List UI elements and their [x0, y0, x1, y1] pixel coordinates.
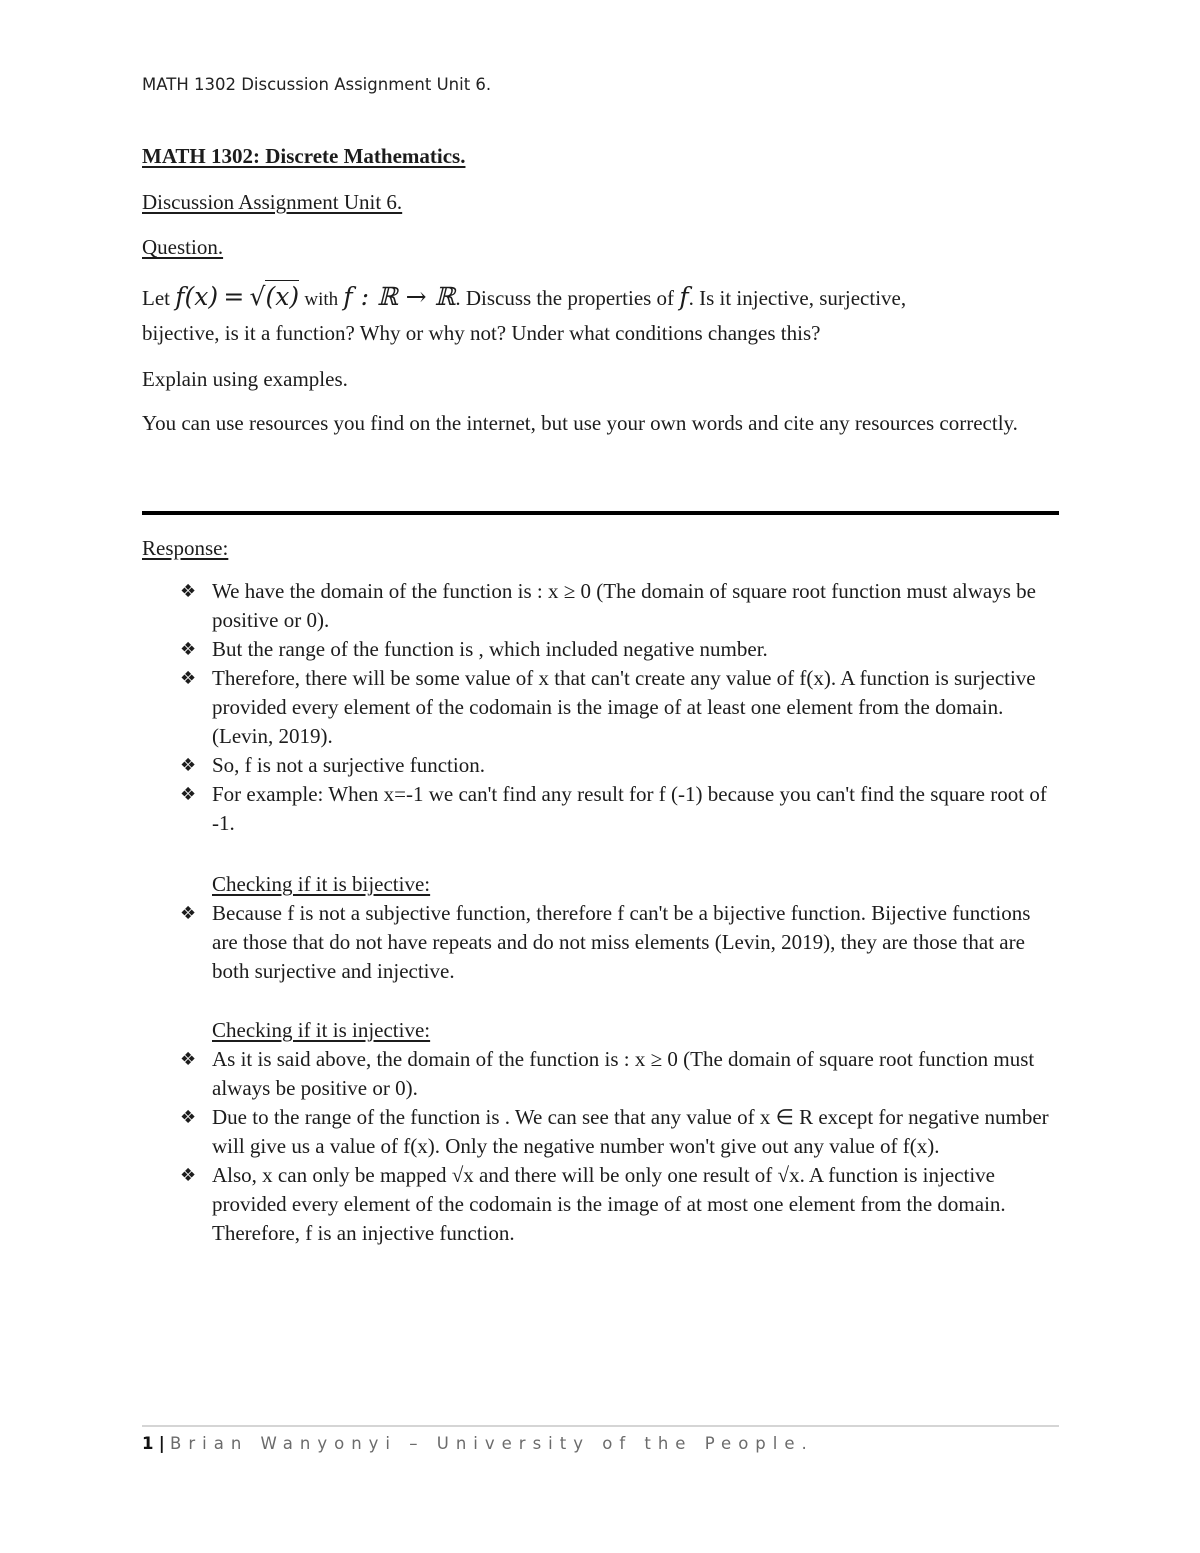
- explain-instruction: Explain using examples.: [142, 367, 348, 391]
- list-item: ❖ Also, x can only be mapped √x and there will be only one result of √x. A function is injective provided every element of the codomain is the image of at most one element from the domain. Therefore, f is an injective function.: [180, 1163, 1006, 1245]
- diamond-bullet-icon: ❖: [180, 639, 197, 660]
- bijective-heading: Checking if it is bijective:: [212, 872, 431, 896]
- list-item: ❖ Therefore, there will be some value of x that can't create any value of f(x). A function is surjective provided every element of the codomain is the image of at least one element from the domain. (Levin, 2019).: [180, 666, 1036, 748]
- response-list-c: [180, 1045, 1060, 1248]
- page-number: 1: [142, 1434, 154, 1453]
- list-item: ❖ As it is said above, the domain of the function is : x ≥ 0 (The domain of square root function must always be positive or 0).: [180, 1047, 1035, 1100]
- diamond-bullet-icon: ❖: [180, 1049, 197, 1070]
- document-subtitle: Discussion Assignment Unit 6.: [142, 190, 403, 214]
- question-with: with: [304, 289, 339, 310]
- section-divider: [142, 511, 1059, 515]
- diamond-bullet-icon: ❖: [180, 755, 197, 776]
- diamond-bullet-icon: ❖: [180, 784, 197, 805]
- formula-mapping: f : ℝ → ℝ: [343, 282, 456, 311]
- question-discuss: . Discuss the properties of: [455, 286, 675, 310]
- response-list-a: [180, 577, 1060, 838]
- question-let: Let: [142, 286, 170, 310]
- list-item: ❖ For example: When x=-1 we can't find any result for f (-1) because you can't find the square root of -1.: [180, 782, 1047, 835]
- footer-author: Brian Wanyonyi – University of the People.: [170, 1434, 814, 1453]
- resources-instruction: You can use resources you find on the internet, but use your own words and cite any resources correctly.: [142, 411, 1018, 435]
- page-footer: [142, 1434, 814, 1453]
- formula-fx: f(x): [175, 282, 219, 311]
- response-list-b: [180, 899, 1060, 986]
- list-item: ❖ But the range of the function is , which included negative number.: [180, 635, 1060, 664]
- list-item: ❖ Because f is not a subjective function, therefore f can't be a bijective function. Bijective functions are those that do not have repeats and do not miss elements (Levin, 2019), they are those that are both surjective and injective.: [180, 901, 1031, 983]
- response-label: Response:: [142, 536, 229, 560]
- list-item: ❖ We have the domain of the function is : x ≥ 0 (The domain of square root function must always be positive or 0).: [180, 579, 1036, 632]
- diamond-bullet-icon: ❖: [180, 903, 197, 924]
- diamond-bullet-icon: ❖: [180, 1165, 197, 1186]
- running-header: MATH 1302 Discussion Assignment Unit 6.: [142, 75, 492, 94]
- formula-sqrt-arg: (x): [265, 282, 300, 311]
- diamond-bullet-icon: ❖: [180, 668, 197, 689]
- diamond-bullet-icon: ❖: [180, 581, 197, 602]
- diamond-bullet-icon: ❖: [180, 1107, 197, 1128]
- formula-f: f: [679, 282, 689, 311]
- injective-heading: Checking if it is injective:: [212, 1018, 431, 1042]
- list-item: ❖ So, f is not a surjective function.: [180, 751, 1060, 780]
- question-rest: . Is it injective, surjective,: [688, 286, 907, 310]
- document-title: MATH 1302: Discrete Mathematics.: [142, 144, 466, 168]
- sqrt-icon: √: [249, 282, 266, 311]
- footer-rule: [142, 1425, 1059, 1427]
- question-statement: [142, 280, 906, 314]
- question-line-2: bijective, is it a function? Why or why not? Under what conditions changes this?: [142, 321, 821, 345]
- footer-separator: |: [158, 1434, 165, 1453]
- list-item: ❖ Due to the range of the function is . We can see that any value of x ∈ R except for negative number will give us a value of f(x). Only the negative number won't give out any value of f(x).: [180, 1105, 1049, 1158]
- formula-equals: =: [223, 282, 245, 311]
- question-label: Question.: [142, 235, 224, 259]
